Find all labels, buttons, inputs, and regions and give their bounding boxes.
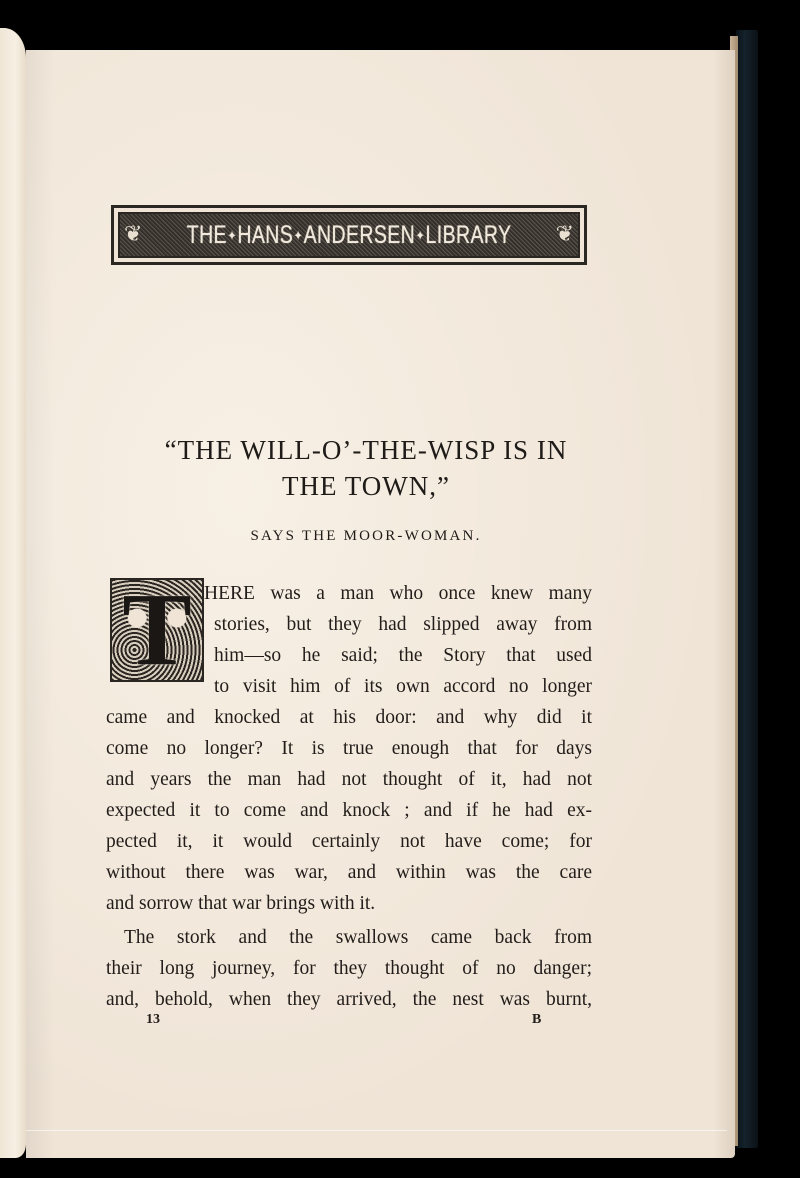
text-line: him—so he said; the Story that used	[214, 645, 592, 666]
scroll-ornament-icon: ❦	[555, 222, 574, 247]
chapter-title	[86, 432, 646, 504]
drop-cap-letter: T	[122, 578, 192, 682]
text-line: pected it, it would certainly not have come; for	[106, 831, 592, 852]
text-line: The stork and the swallows came back from	[124, 927, 592, 948]
text-line: came and knocked at his door: and why did it	[106, 707, 592, 728]
book-cover-edge	[736, 30, 758, 1148]
text-line: to visit him of its own accord no longer	[214, 676, 592, 697]
header-banner-inner	[118, 212, 580, 258]
chapter-title-line: THE TOWN,”	[282, 471, 450, 501]
text-line: their long journey, for they thought of no danger;	[106, 958, 592, 979]
banner-word: ANDERSEN	[303, 220, 416, 249]
previous-page-edge	[0, 28, 26, 1158]
chapter-subtitle: SAYS THE MOOR-WOMAN.	[250, 528, 482, 544]
text-line: without there was war, and within was the care	[106, 862, 592, 883]
text-line: expected it to come and knock ; and if he had ex-	[106, 800, 592, 821]
page-number: 13	[146, 1012, 160, 1027]
star-separator-icon: ✦	[293, 227, 303, 243]
text-line: stories, but they had slipped away from	[214, 614, 592, 635]
series-title	[187, 221, 512, 250]
paragraph-2	[106, 922, 592, 1015]
banner-word: LIBRARY	[425, 220, 512, 249]
text-line: and sorrow that war brings with it.	[106, 893, 376, 914]
scroll-ornament-icon: ❦	[124, 222, 143, 247]
text-line: HERE was a man who once knew many	[204, 583, 592, 604]
text-line: come no longer? It is true enough that for days	[106, 738, 592, 759]
star-separator-icon: ✦	[415, 227, 425, 243]
paragraph-1	[106, 578, 592, 919]
header-banner	[111, 205, 587, 265]
text-line: and years the man had not thought of it, had not	[106, 769, 592, 790]
chapter-title-line: “THE WILL-O’-THE-WISP IS IN	[164, 435, 568, 465]
banner-word: HANS	[237, 220, 294, 249]
banner-word: THE	[186, 220, 227, 249]
star-separator-icon: ✦	[227, 227, 237, 243]
text-line: and, behold, when they arrived, the nest was burnt,	[106, 989, 592, 1010]
book-page	[26, 50, 735, 1158]
signature-mark: B	[532, 1012, 542, 1027]
